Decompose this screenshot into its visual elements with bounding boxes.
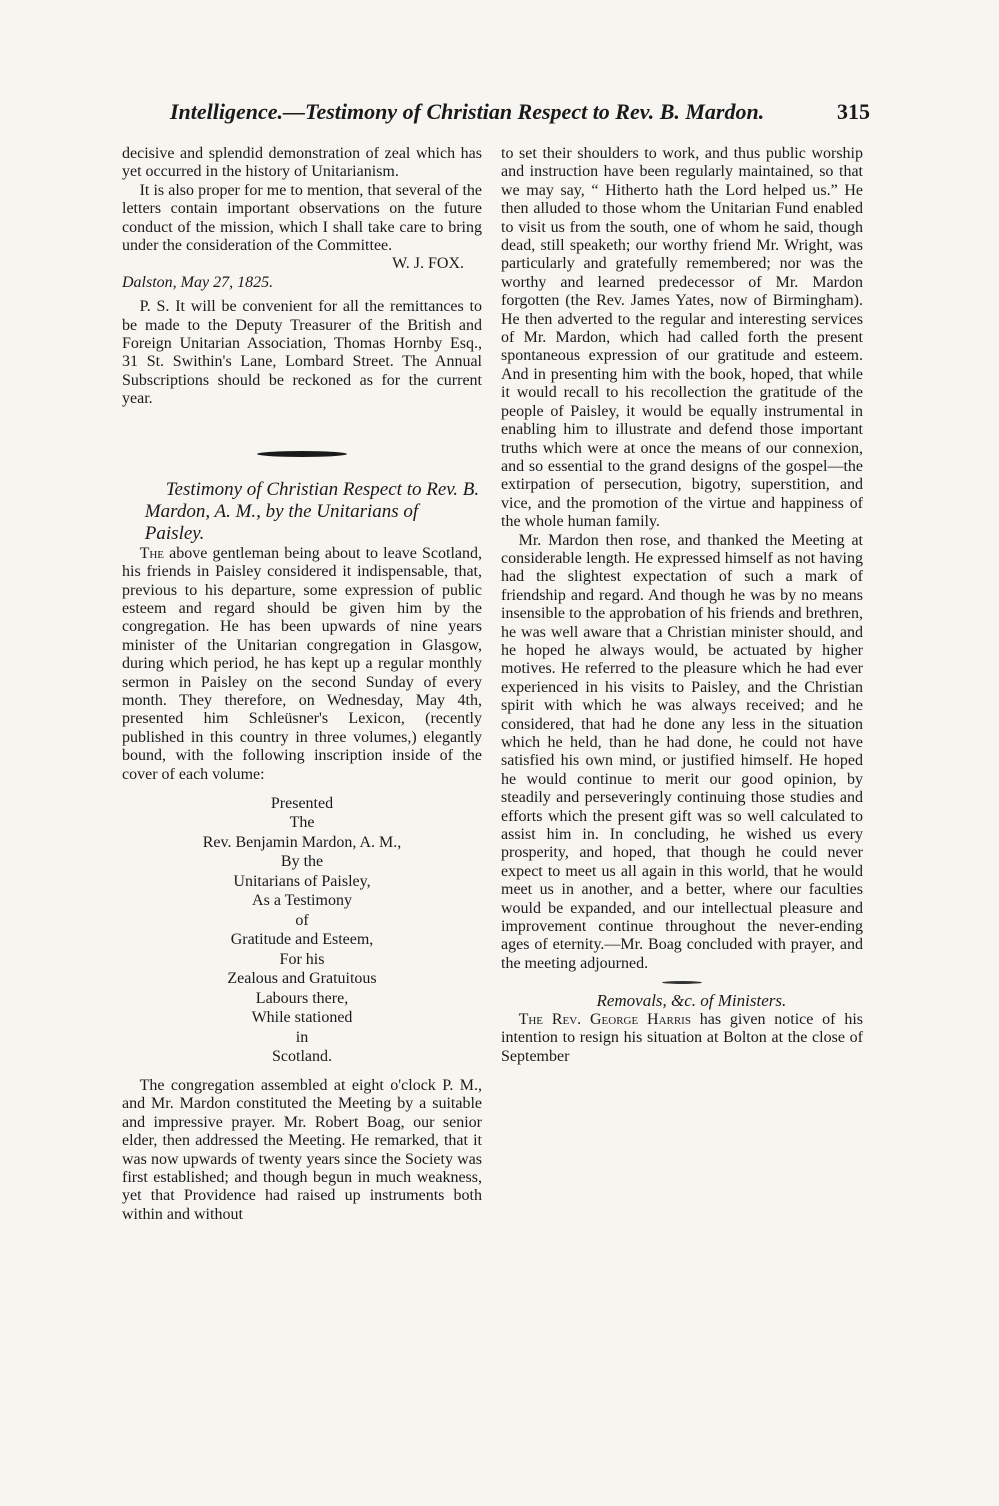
inscription-line: Rev. Benjamin Mardon, A. M., — [202, 833, 402, 851]
inscription-line: For his — [279, 950, 325, 968]
inscription-line: Labours there, — [255, 989, 349, 1007]
section-divider — [257, 451, 347, 457]
running-title: Intelligence.—Testimony of Christian Respect to Rev. B. Mardon. — [170, 99, 765, 124]
fox-letter-paragraph: It is also proper for me to mention, that several of the letters contain important observations on the future conduct of the mission, which I shall take care to bring under the consideration of the Committee. — [122, 181, 482, 255]
section-title-removals: Removals, &c. of Ministers. — [596, 991, 787, 1011]
section-title: Testimony of Christian Respect to Rev. B. Mardon, A. M., by the Unitarians of Paisley. — [144, 478, 480, 544]
postscript: P. S. It will be convenient for all the remittances to be made to the Deputy Treasurer of the British and Foreign Unitarian Association, Thomas Hornby Esq., 31 St. Swithin's Lane, Lombard Street. The Annual Subscriptions should be reckoned as for the current year. — [122, 298, 482, 408]
right-column — [501, 145, 863, 1066]
inscription-line: As a Testimony — [252, 892, 352, 910]
removals-text: has given notice of his intention to resign his situation at Bolton at the close of September — [501, 1010, 863, 1065]
inscription-line: The — [289, 814, 315, 832]
fox-letter-closing: decisive and splendid demonstration of zeal which has yet occurred in the history of Unitarianism. — [122, 145, 482, 181]
lead-words: The Rev. George Harris — [518, 1010, 691, 1028]
running-header — [120, 99, 870, 133]
meeting-paragraph: The congregation assembled at eight o'clock P. M., and Mr. Mardon constituted the Meeting by a suitable and impressive prayer. Mr. Robert Boag, our senior elder, then addressed the Meeting. He remarked, that it was now upwards of twenty years since the Society was first established; and though begun in much weakness, yet that Providence had raised up instruments both within and without — [122, 1076, 482, 1223]
inscription-line: of — [295, 911, 309, 929]
boag-address-paragraph: to set their shoulders to work, and thus public worship and instruction have been regularly maintained, so that we may say, “ Hitherto hath the Lord helped us.” He then alluded to those whom the Unitarian Fund enabled to visit us from the south, one of whom he said, though dead, still speaketh; our worthy friend Mr. Wright, was particularly and gratefully remembered; nor was the worthy and learned predecessor of Mr. Mardon forgotten (the Rev. James Yates, now of Birmingham). He then adverted to the regular and interesting services of Mr. Mardon, which had called forth the present spontaneous expression of our gratitude and esteem. And in presenting him with the book, hoped, that while it would recall to his recollection the gratitude of the people of Paisley, it would be equally instrumental in enabling him to illustrate and defend those important truths which were at once the means of our connexion, and so essential to the grand designs of the gospel—the extirpation of persecution, bigotry, superstition, and vice, and the promotion of the virtue and happiness of the whole human family. — [501, 145, 863, 531]
lead-words: The — [139, 544, 165, 562]
inscription-line: By the — [280, 853, 324, 871]
left-column — [122, 145, 482, 1224]
inscription-line: Presented — [270, 794, 334, 812]
dateline: Dalston, May 27, 1825. — [122, 273, 274, 291]
inscription-line: Unitarians of Paisley, — [233, 872, 371, 890]
inscription-line: Zealous and Gratuitous — [227, 970, 377, 988]
page-number: 315 — [837, 99, 870, 124]
inscription-line: While stationed — [251, 1009, 353, 1027]
testimony-text: above gentleman being about to leave Scotland, his friends in Paisley considered it indispensable, that, previous to his departure, some expression of public esteem and regard should be given him by the congregation. He has been upwards of nine years minister of the Unitarian congregation in Glasgow, during which period, he has kept up a regular monthly sermon in Paisley on the second Sunday of every month. They therefore, on Wednesday, May 4th, presented him Schleüsner's Lexicon, (recently published in this country in three volumes,) elegantly bound, with the following inscription inside of the cover of each volume: — [122, 544, 483, 783]
mardon-reply-paragraph: Mr. Mardon then rose, and thanked the Meeting at considerable length. He expressed himself as not having had the slightest expectation of such a mark of friendship and regard. And though he was by no means insensible to the approbation of his friends and brethren, he was well aware that a Christian minister should, and he hoped he always would, be actuated by higher motives. He referred to the pleasure which he had ever experienced in his visits to Paisley, and the Christian spirit with which he was always received; and he considered, that had he done any less in the situation which he held, than he had done, he could not have satisfied his own mind, or justified himself. He hoped he would continue to merit our good opinion, by steadily and perseveringly continuing those studies and efforts which the present gift was so well calculated to assist him in. In concluding, he wished us every prosperity, and hoped, that though he could never expect to meet us all again in this world, that he would meet us in another, and a better, where our faculties would be expanded, and our intellectual pleasure and improvement continue throughout the never-ending ages of eternity.—Mr. Boag concluded with prayer, and the meeting adjourned. — [501, 531, 863, 972]
inscription-line: Scotland. — [272, 1048, 332, 1066]
section-divider — [662, 981, 702, 984]
inscription-line: in — [295, 1028, 309, 1046]
inscription-line: Gratitude and Esteem, — [230, 931, 374, 949]
signature: W. J. FOX. — [392, 255, 464, 273]
inscription — [122, 794, 482, 1067]
removals-paragraph — [501, 1011, 863, 1066]
testimony-paragraph — [122, 545, 482, 784]
